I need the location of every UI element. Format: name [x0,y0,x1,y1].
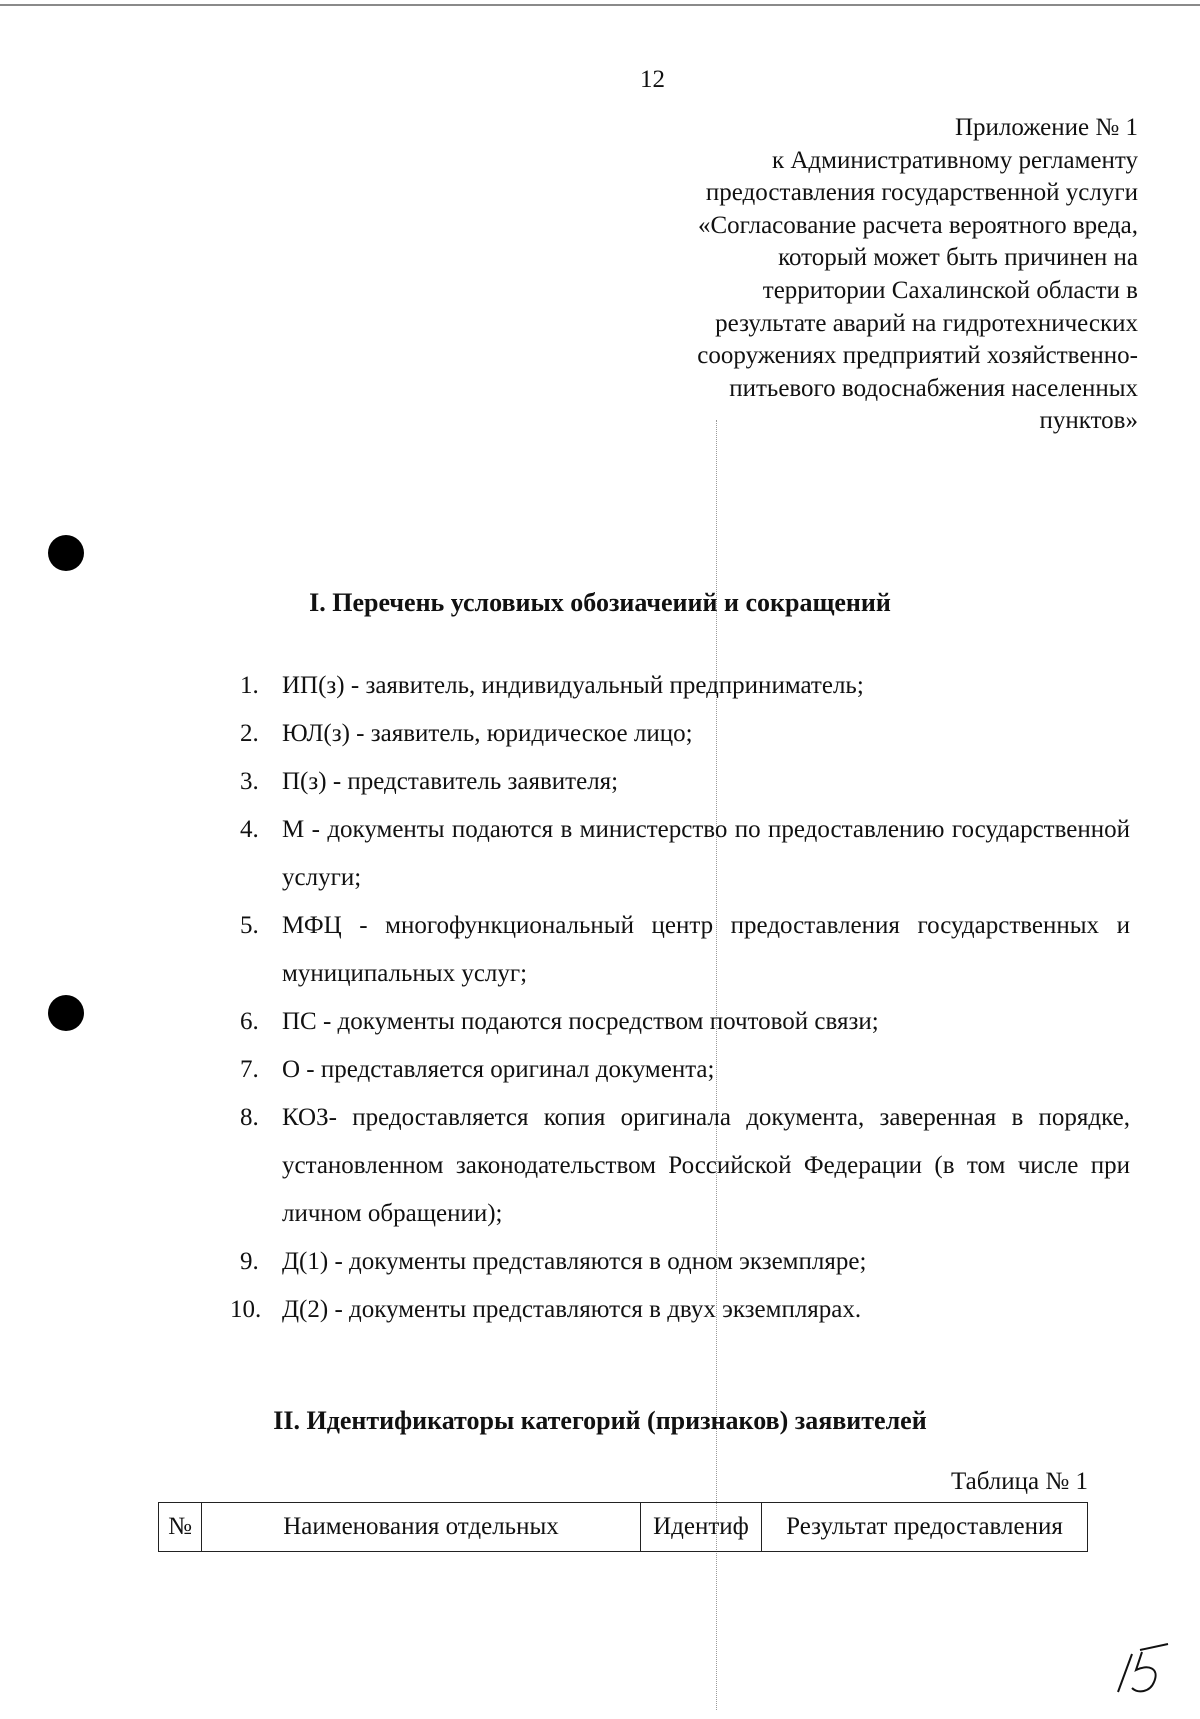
list-item-text: ИП(з) - заявитель, индивидуальный предприниматель; [282,672,864,699]
table-caption: Таблица № 1 [950,1468,1088,1495]
appendix-line: Приложение № 1 [954,114,1138,141]
list-item-number: 1. [240,672,259,699]
appendix-line: пунктов» [1039,407,1138,435]
list-item-number: 5. [240,912,259,939]
appendix-line: к Административному регламенту [771,146,1138,174]
table-header-cell: Идентиф [641,1503,762,1552]
applicant-categories-table [158,1502,1088,1552]
list-item-text: М - документы подаются в министерство по предоставлению государственной услуги; [282,816,1130,891]
appendix-line: питьевого водоснабжения населенных [729,374,1138,402]
appendix-header [578,112,1138,438]
table-header-cell: № [159,1503,202,1552]
list-item [240,662,1130,710]
list-item [230,1286,1130,1334]
list-item-number: 4. [240,816,259,843]
abbreviations-list [230,662,1130,1334]
appendix-line: «Согласование расчета вероятного вреда, [697,211,1138,239]
page-number: 12 [640,66,665,93]
list-item-text: П(з) - представитель заявителя; [282,768,619,795]
section-2-title: II. Идентификаторы категорий (признаков) заявителей [273,1406,927,1435]
list-item-text: О - представляется оригинал документа; [282,1056,715,1083]
appendix-line: результате аварий на гидротехнических [715,309,1138,337]
appendix-line: который может быть причинен на [778,244,1138,272]
list-item [240,998,1130,1046]
punch-hole-bottom [48,995,84,1031]
list-item-number: 8. [240,1104,259,1131]
list-item-number: 6. [240,1008,259,1035]
list-item-number: 10. [230,1296,262,1323]
list-item-text: Д(1) - документы представляются в одном экземпляре; [282,1248,867,1275]
list-item-text: МФЦ - многофункциональный центр предоставления государственных и муниципальных услуг; [282,912,1130,987]
list-item-number: 2. [240,720,259,747]
list-item [240,1238,1130,1286]
list-item-number: 7. [240,1056,259,1083]
list-item-text: ЮЛ(з) - заявитель, юридическое лицо; [282,720,693,747]
list-item-text: Д(2) - документы представляются в двух экземплярах. [282,1296,862,1323]
list-item [240,806,1130,902]
list-item [240,1094,1130,1238]
signature-mark [1110,1640,1182,1700]
list-item [240,1046,1130,1094]
list-item [240,758,1130,806]
table-header-cell: Результат предоставления [762,1503,1088,1552]
list-item-text: КОЗ- предоставляется копия оригинала документа, заверенная в порядке, установленном законодательством Российской Федерации (в том числе при личном обращении); [282,1104,1130,1227]
list-item [240,902,1130,998]
list-item-number: 3. [240,768,259,795]
list-item-number: 9. [240,1248,259,1275]
table-header-cell: Наименования отдельных [202,1503,641,1552]
scan-edge-line [0,4,1200,6]
appendix-line: территории Сахалинской области в [762,276,1138,304]
handwritten-signature [1110,1640,1182,1705]
appendix-line: сооружениях предприятий хозяйственно- [697,342,1138,370]
table-header-row [159,1503,1088,1552]
punch-hole-top [48,535,84,571]
section-1-title: I. Перечень условиых обозиачеиий и сокращений [309,588,891,617]
list-item-text: ПС - документы подаются посредством почтовой связи; [282,1008,879,1035]
list-item [240,710,1130,758]
appendix-line: предоставления государственной услуги [705,179,1138,207]
